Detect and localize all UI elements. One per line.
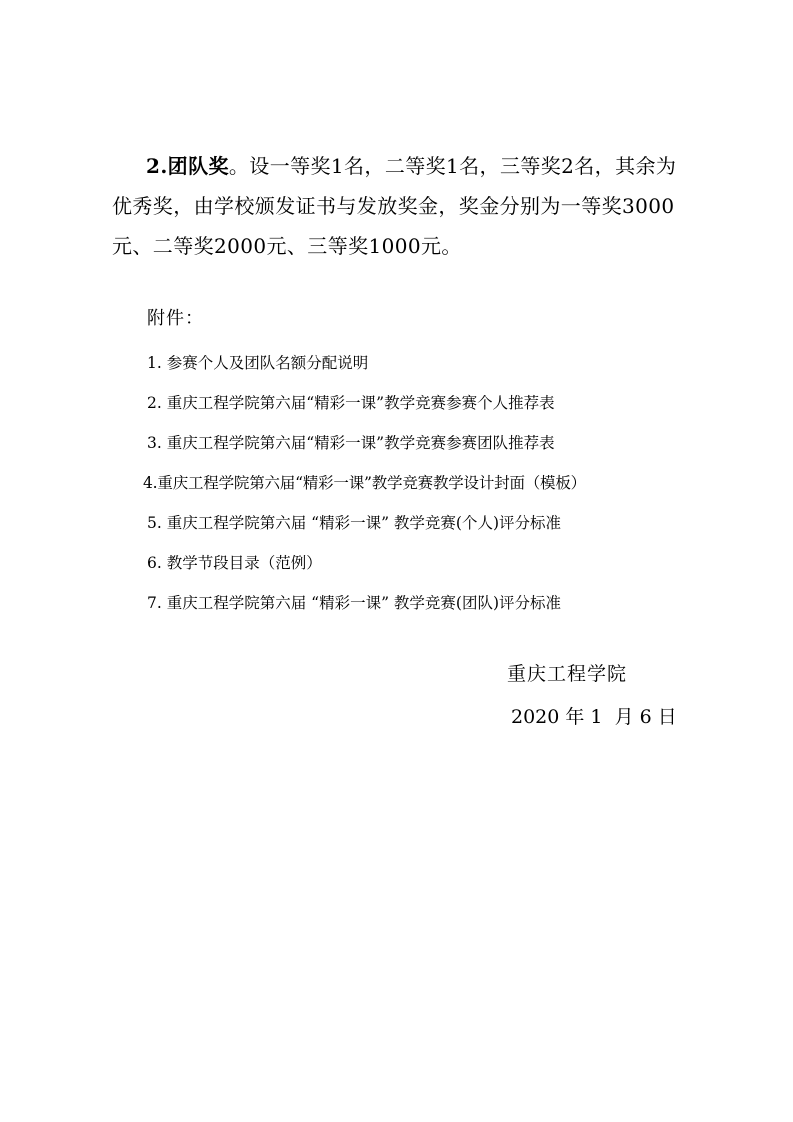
signature-date: 2020 年 1 月 6 日 [511,706,677,728]
attachments-list [143,343,586,623]
team-award-paragraph [112,146,692,266]
attachment-item: 7. 重庆工程学院第六届 “精彩一课” 教学竞赛(团队)评分标准 [147,594,562,612]
attachment-item: 2. 重庆工程学院第六届“精彩一课”教学竞赛参赛个人推荐表 [147,394,555,412]
paragraph-text: 。设一等奖1名，二等奖1名，三等奖2名，其余为优秀奖，由学校颁发证书与发放奖金，奖金分别为一等奖3000元、二等奖2000元、三等奖1000元。 [112,154,677,258]
attachment-item: 3. 重庆工程学院第六届“精彩一课”教学竞赛参赛团队推荐表 [147,434,555,452]
attachment-item: 4.重庆工程学院第六届“精彩一课”教学竞赛教学设计封面（模板） [143,474,586,492]
paragraph-heading: 2.团队奖 [146,154,229,178]
signature-organization: 重庆工程学院 [507,663,628,685]
attachment-item: 1. 参赛个人及团队名额分配说明 [147,354,369,372]
attachment-item: 5. 重庆工程学院第六届 “精彩一课” 教学竞赛(个人)评分标准 [147,514,562,532]
attachments-title: 附件： [147,308,204,329]
attachment-item: 6. 教学节段目录（范例） [147,554,322,572]
